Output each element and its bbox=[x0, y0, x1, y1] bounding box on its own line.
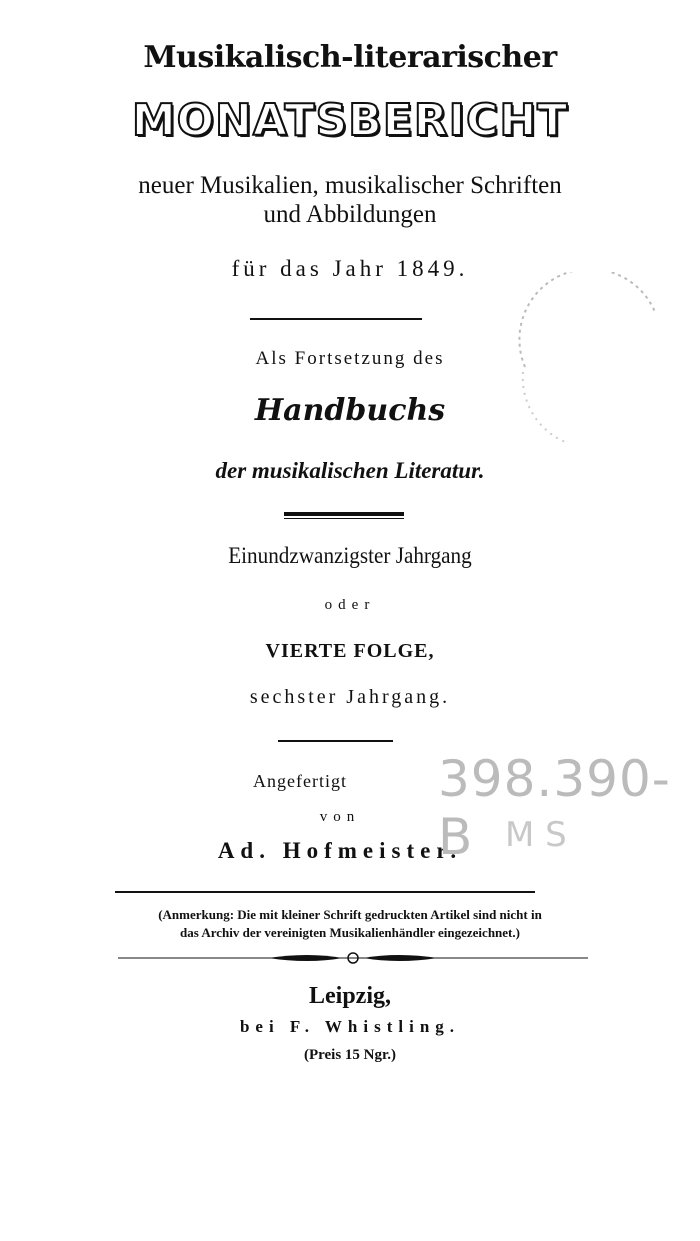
place-line: Leipzig, bbox=[309, 983, 391, 1009]
price-line: (Preis 15 Ngr.) bbox=[303, 1047, 397, 1063]
literatur-line: der musikalischen Literatur. bbox=[215, 458, 485, 483]
divider-rule bbox=[115, 891, 535, 893]
ornamental-rule-icon bbox=[118, 948, 588, 968]
year-in-series-line: sechster Jahrgang. bbox=[249, 686, 451, 708]
year-line: für das Jahr 1849. bbox=[231, 256, 469, 281]
series-line: VIERTE FOLGE, bbox=[265, 640, 435, 662]
ms-stamp: M S bbox=[505, 815, 567, 855]
double-rule-top bbox=[284, 512, 404, 516]
subtitle-line-1: neuer Musikalien, musikalischer Schriften bbox=[138, 172, 562, 199]
oder-line: oder bbox=[324, 597, 376, 613]
prepared-line: Angefertigt bbox=[253, 771, 347, 791]
author-name: Ad. Hofmeister. bbox=[217, 838, 463, 863]
continuation-line: Als Fortsetzung des bbox=[255, 348, 445, 369]
handbuch-title: Handbuchs bbox=[254, 393, 446, 428]
by-line: von bbox=[319, 809, 361, 825]
publisher-line: bei F. Whistling. bbox=[239, 1017, 461, 1036]
subtitle-line-2: und Abbildungen bbox=[263, 201, 437, 228]
title-line-1: Musikalisch-literarischer bbox=[143, 40, 557, 75]
note-line-2: das Archiv der vereinigten Musikalienhändler eingezeichnet.) bbox=[180, 925, 520, 940]
divider-rule bbox=[278, 740, 393, 742]
title-monatsbericht: MONATSBERICHT bbox=[131, 95, 569, 146]
volume-line: Einundzwanzigster Jahrgang bbox=[228, 543, 472, 568]
shelfmark-stamp: 398.390-B bbox=[438, 750, 671, 866]
note-line-1: (Anmerkung: Die mit kleiner Schrift gedruckten Artikel sind nicht in bbox=[158, 907, 542, 922]
double-rule-bottom bbox=[284, 518, 404, 519]
divider-rule bbox=[250, 318, 422, 320]
